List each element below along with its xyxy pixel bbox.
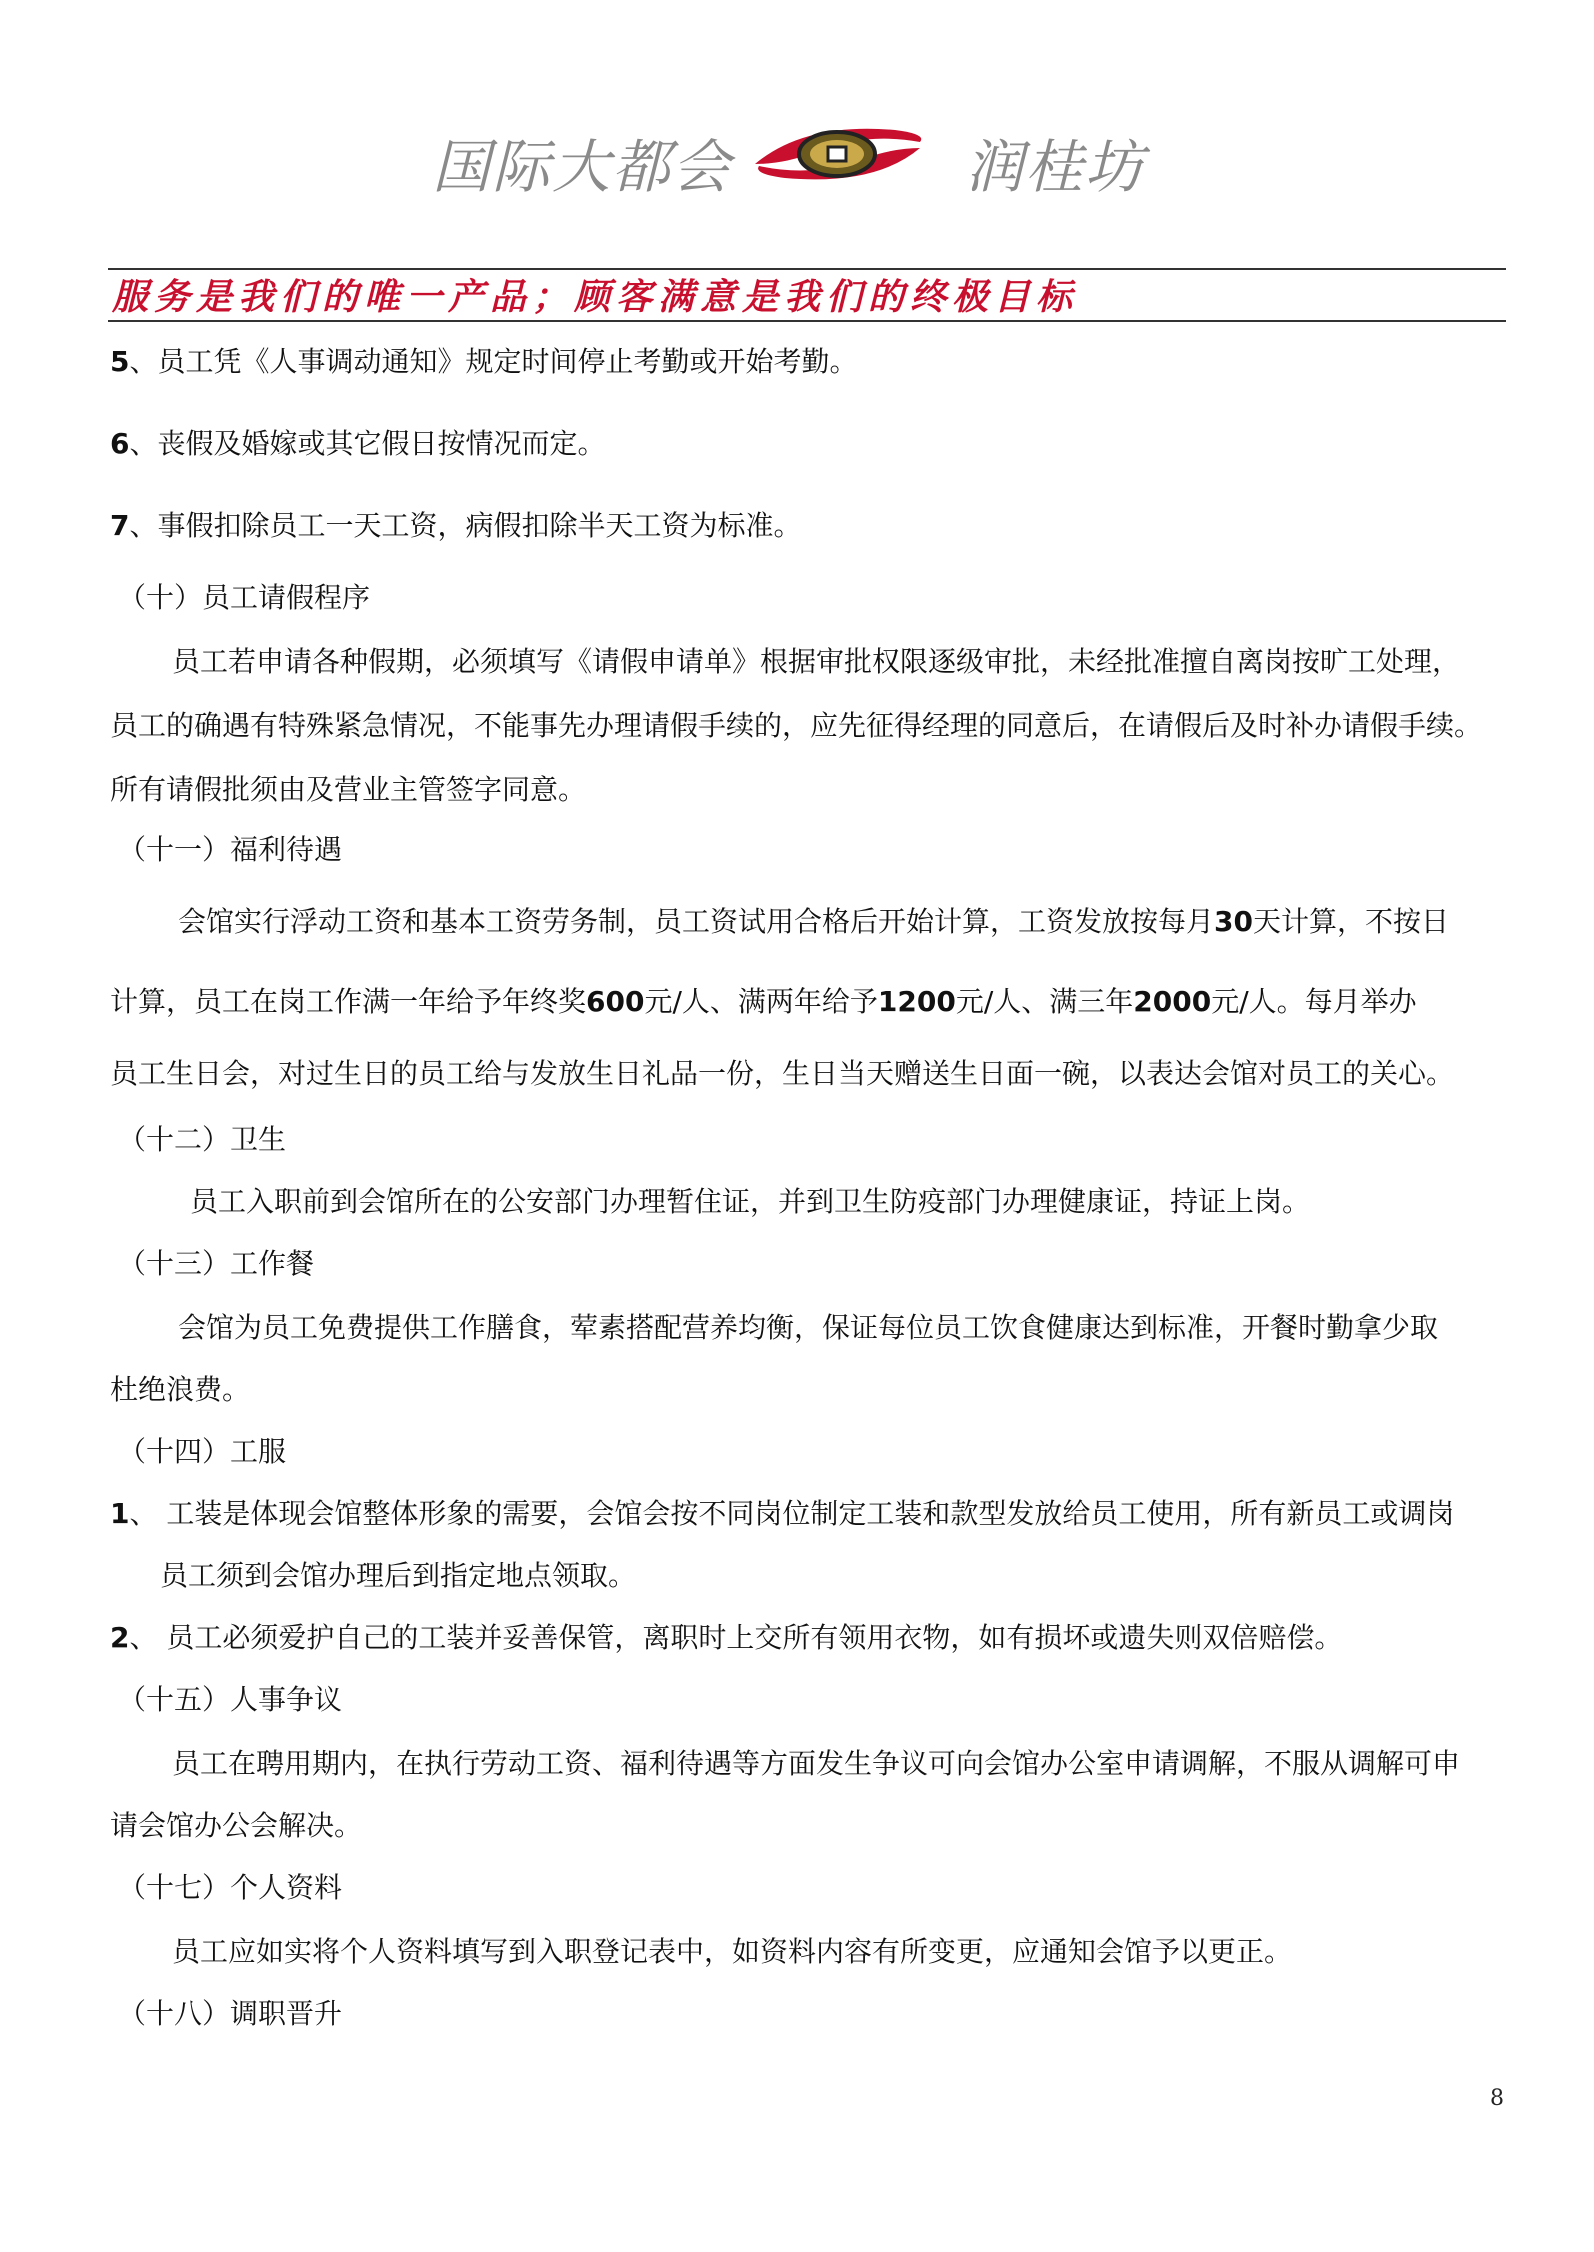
section-heading: （十五）人事争议 — [118, 1683, 343, 1716]
section-heading: （十四）工服 — [118, 1435, 287, 1468]
paragraph-line: 所有请假批须由及营业主管签字同意。 — [110, 773, 587, 806]
paragraph-line: 杜绝浪费。 — [110, 1373, 251, 1406]
list-item: 2、 员工必须爱护自己的工装并妥善保管，离职时上交所有领用衣物，如有损坏或遗失则双倍赔偿。 — [110, 1621, 1343, 1654]
section-heading: （十三）工作餐 — [118, 1247, 315, 1280]
paragraph-line: 员工的确遇有特殊紧急情况，不能事先办理请假手续的，应先征得经理的同意后，在请假后及时补办请假手续。 — [110, 709, 1483, 742]
section-heading: （十一）福利待遇 — [118, 833, 343, 866]
paragraph-line: 请会馆办公会解决。 — [110, 1809, 363, 1842]
paragraph-line: 会馆为员工免费提供工作膳食，荤素搭配营养均衡，保证每位员工饮食健康达到标准，开餐时勤拿少取 — [178, 1311, 1439, 1344]
section-heading: （十八）调职晋升 — [118, 1997, 343, 2030]
paragraph-line: 计算，员工在岗工作满一年给予年终奖600元/人、满两年给予1200元/人、满三年2000元/人。每月举办 — [110, 985, 1417, 1018]
brand-name-right: 润桂坊 — [965, 133, 1146, 201]
paragraph-line: 员工在聘用期内，在执行劳动工资、福利待遇等方面发生争议可向会馆办公室申请调解，不服从调解可申 — [172, 1747, 1461, 1780]
section-heading: （十七）个人资料 — [118, 1871, 343, 1904]
paragraph-line: 员工应如实将个人资料填写到入职登记表中，如资料内容有所变更，应通知会馆予以更正。 — [172, 1935, 1293, 1968]
paragraph-line: 员工生日会，对过生日的员工给与发放生日礼品一份，生日当天赠送生日面一碗，以表达会馆对员工的关心。 — [110, 1057, 1455, 1090]
list-item: 1、 工装是体现会馆整体形象的需要，会馆会按不同岗位制定工装和款型发放给员工使用，所有新员工或调岗 — [110, 1497, 1455, 1530]
header-bottom-rule — [108, 320, 1506, 322]
paragraph-line: 员工若申请各种假期，必须填写《请假申请单》根据审批权限逐级审批，未经批准擅自离岗按旷工处理， — [172, 645, 1461, 678]
brand-name-left: 国际大都会 — [432, 133, 733, 201]
header-top-rule — [108, 268, 1506, 270]
paragraph-line: 员工入职前到会馆所在的公安部门办理暂住证，并到卫生防疫部门办理健康证，持证上岗。 — [190, 1185, 1311, 1218]
section-heading: （十）员工请假程序 — [118, 581, 371, 614]
page-number: 8 — [1490, 2086, 1504, 2111]
coin-logo-icon — [745, 112, 930, 194]
paragraph-line: 会馆实行浮动工资和基本工资劳务制，员工资试用合格后开始计算，工资发放按每月30天计算，不按日 — [178, 905, 1449, 938]
paragraph-line: 员工须到会馆办理后到指定地点领取。 — [160, 1559, 637, 1592]
list-item: 7、事假扣除员工一天工资，病假扣除半天工资为标准。 — [110, 509, 802, 542]
slogan: 服务是我们的唯一产品；顾客满意是我们的终极目标 — [112, 276, 1079, 318]
list-item: 5、员工凭《人事调动通知》规定时间停止考勤或开始考勤。 — [110, 345, 858, 378]
page-header — [0, 112, 1594, 212]
section-heading: （十二）卫生 — [118, 1123, 287, 1156]
list-item: 6、丧假及婚嫁或其它假日按情况而定。 — [110, 427, 606, 460]
